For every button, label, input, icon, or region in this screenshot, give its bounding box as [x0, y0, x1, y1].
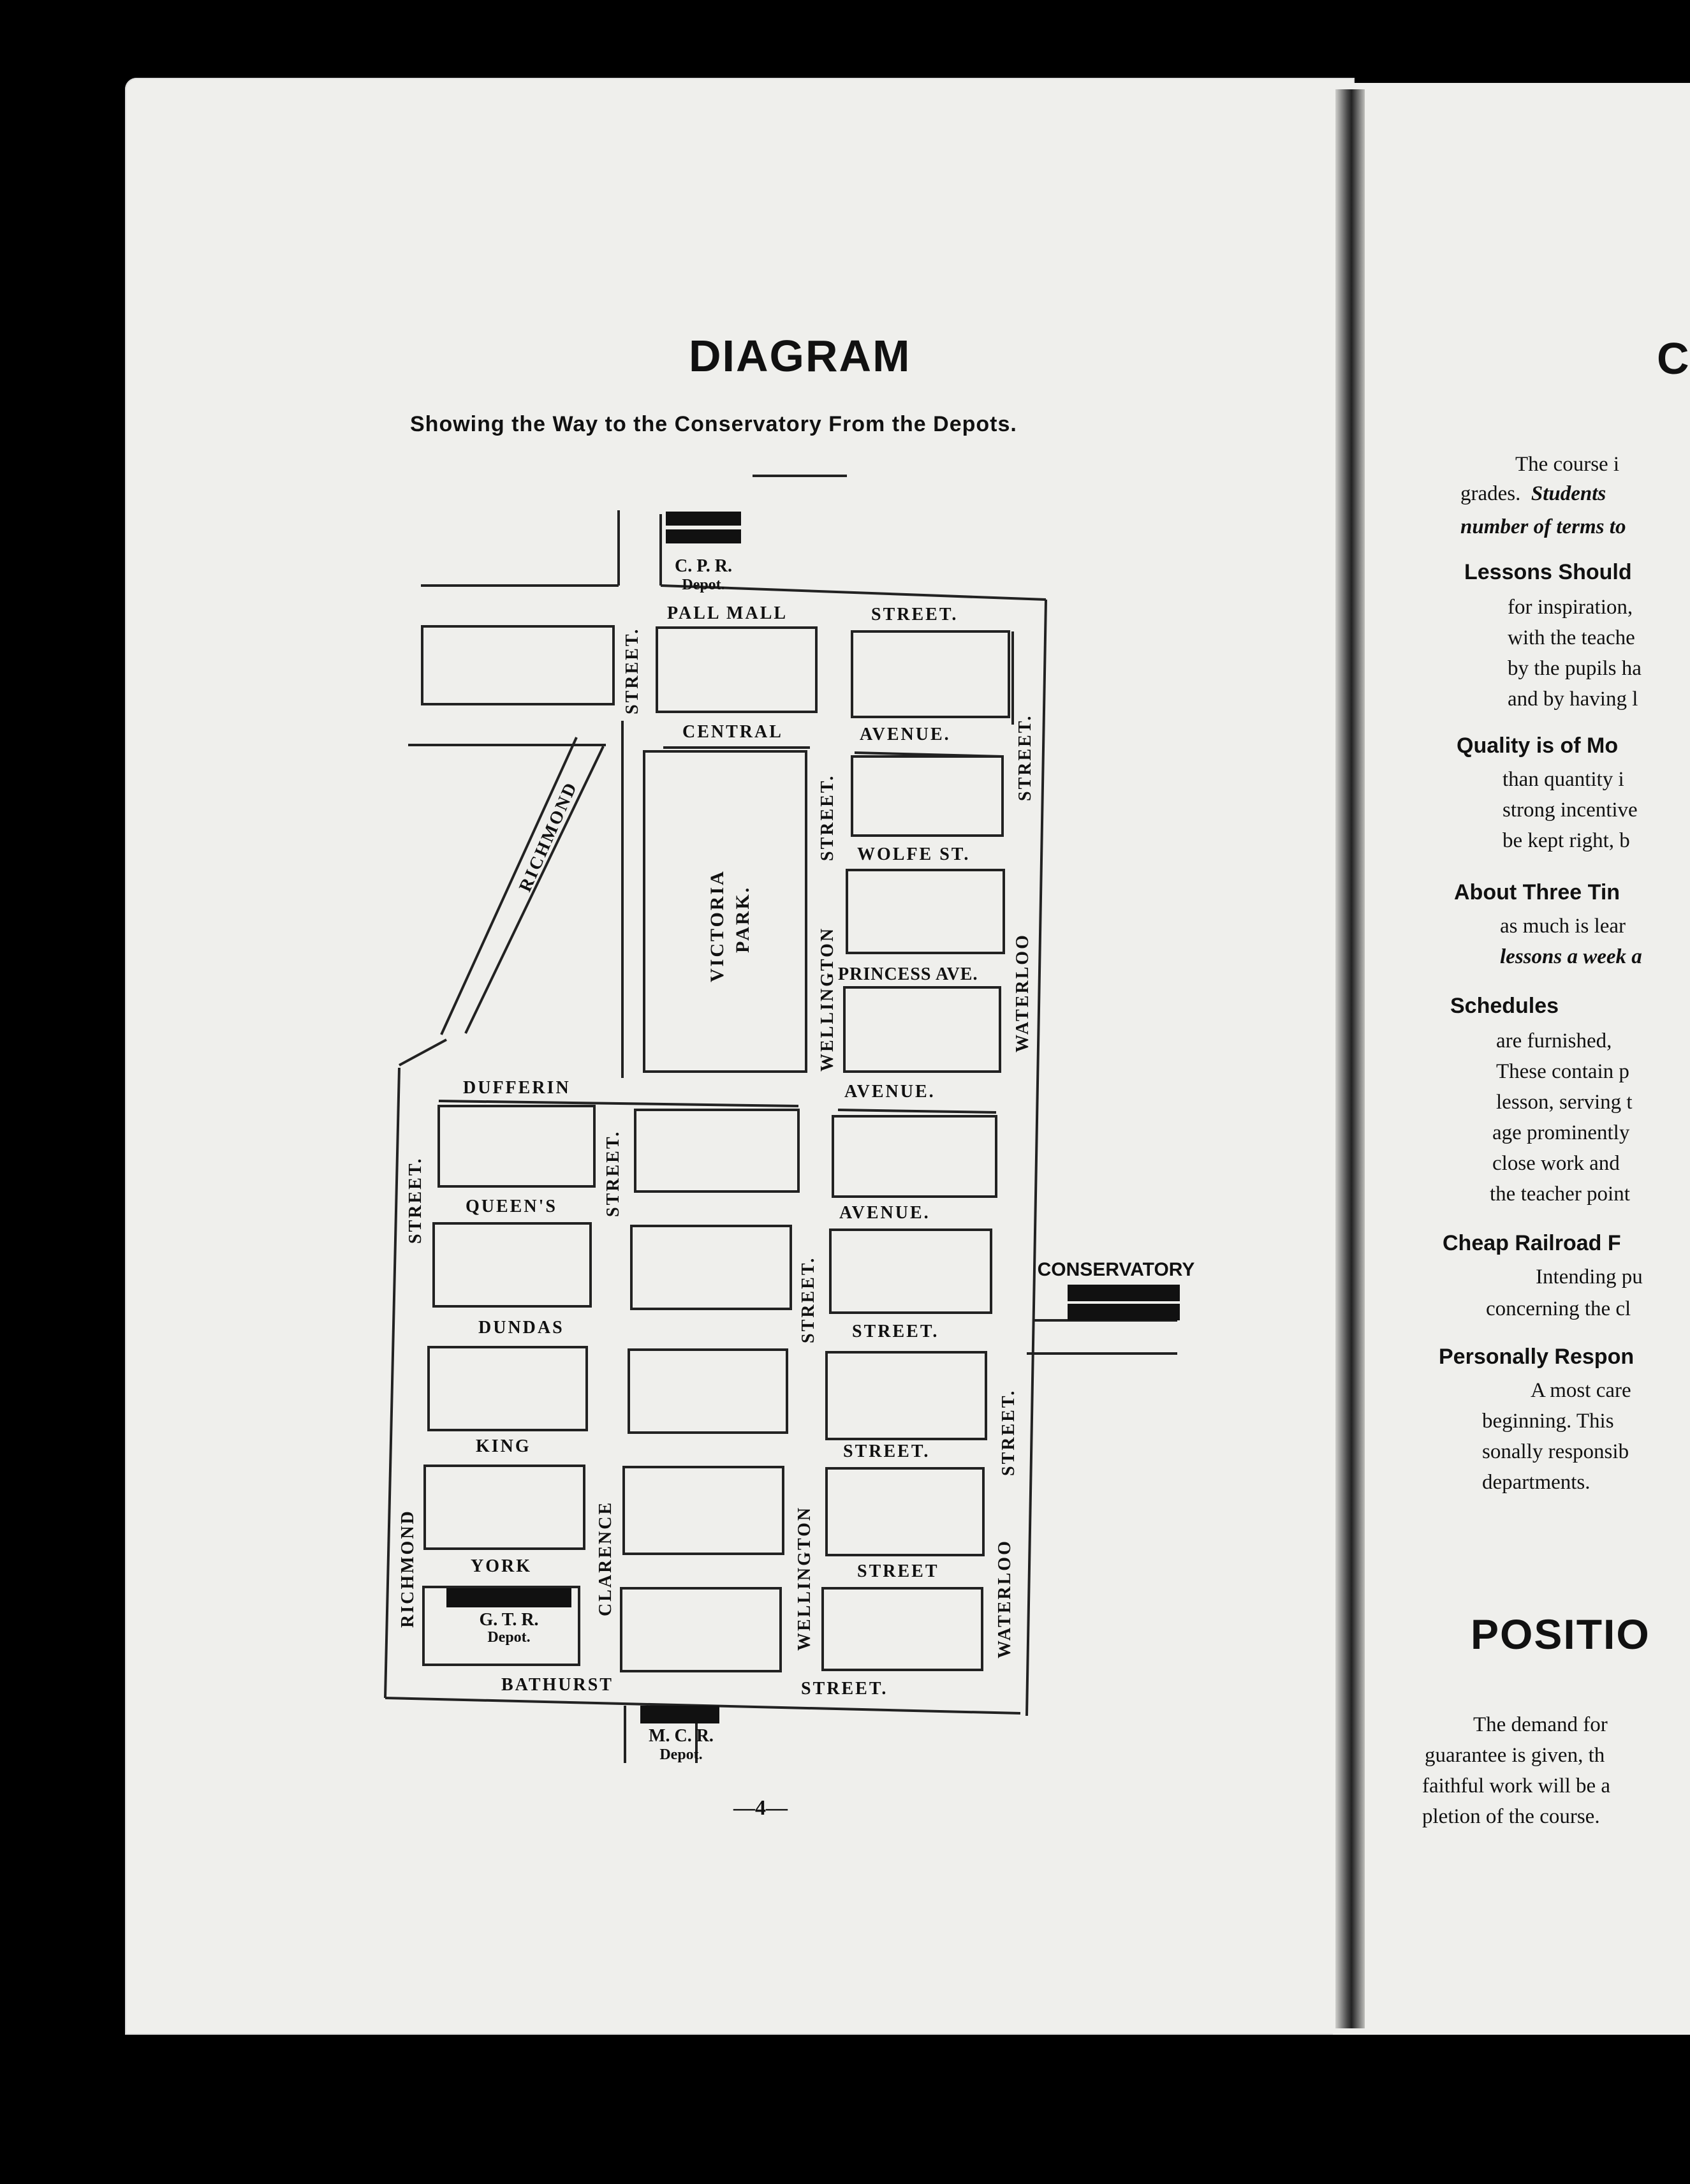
- schedules-line-3: lesson, serving t: [1496, 1091, 1633, 1114]
- street-dufferin: DUFFERIN: [463, 1078, 571, 1098]
- personally-line-3: sonally responsib: [1482, 1440, 1629, 1463]
- position-line-2: guarantee is given, th: [1425, 1744, 1605, 1767]
- quality-line-2: strong incentive: [1503, 799, 1638, 822]
- cpr-sub-label: Depot.: [682, 577, 725, 593]
- street-wolfe: WOLFE ST.: [857, 845, 971, 864]
- quality-line-1: than quantity i: [1503, 768, 1624, 791]
- cpr-depot-block: [666, 512, 741, 526]
- course-line-3: number of terms to: [1460, 515, 1626, 538]
- course-line-2a: grades.: [1460, 482, 1521, 505]
- street-central: CENTRAL: [682, 722, 783, 742]
- personally-line-4: departments.: [1482, 1471, 1591, 1494]
- course-line-1: The course i: [1515, 453, 1620, 476]
- street-king-street: STREET.: [843, 1442, 930, 1461]
- mcr-depot-block: [640, 1706, 719, 1723]
- cheap-line-1: Intending pu: [1536, 1265, 1643, 1288]
- street-bathurst-street: STREET.: [801, 1679, 888, 1699]
- street-york-street: STREET: [857, 1561, 939, 1581]
- street-waterloo-street-upper: STREET.: [1015, 714, 1035, 801]
- street-queens-avenue: AVENUE.: [839, 1203, 930, 1223]
- street-pall-mall-street: STREET.: [871, 605, 959, 624]
- right-page-heading: C: [1657, 334, 1689, 383]
- street-wellington-street-upper: STREET.: [818, 774, 837, 861]
- park-label: PARK.: [732, 885, 753, 953]
- position-line-1: The demand for: [1473, 1713, 1608, 1736]
- page-number: —4—: [733, 1796, 788, 1820]
- conservatory-label: CONSERVATORY: [1037, 1259, 1195, 1280]
- street-queens: QUEEN'S: [466, 1197, 557, 1216]
- heading-about: About Three Tin: [1454, 880, 1620, 904]
- schedules-line-4: age prominently: [1492, 1121, 1630, 1144]
- gtr-label: G. T. R.: [479, 1610, 539, 1630]
- street-wellington-lower: WELLINGTON: [795, 1505, 814, 1651]
- street-pall-mall: PALL MALL: [667, 603, 788, 623]
- street-dundas: DUNDAS: [478, 1318, 564, 1338]
- cheap-line-2: concerning the cl: [1486, 1297, 1631, 1320]
- street-dundas-street: STREET.: [852, 1322, 939, 1341]
- course-line-2b: Students: [1531, 482, 1606, 505]
- street-waterloo-lower: WATERLOO: [995, 1539, 1015, 1658]
- conservatory-block-2: [1068, 1304, 1180, 1320]
- cpr-label: C. P. R.: [675, 556, 732, 576]
- diagram-title: DIAGRAM: [689, 331, 911, 381]
- victoria-label: VICTORIA: [707, 869, 728, 982]
- gtr-depot-block: [446, 1588, 571, 1607]
- gtr-sub-label: Depot.: [487, 1629, 531, 1646]
- street-wellington-upper: WELLINGTON: [818, 926, 837, 1072]
- street-clarence-lower: CLARENCE: [596, 1500, 615, 1616]
- street-york: YORK: [471, 1556, 532, 1576]
- position-line-4: pletion of the course.: [1422, 1805, 1600, 1828]
- street-dufferin-avenue: AVENUE.: [844, 1082, 936, 1102]
- street-princess: PRINCESS AVE.: [838, 964, 978, 984]
- heading-quality: Quality is of Mo: [1457, 734, 1619, 758]
- schedules-line-5: close work and: [1492, 1152, 1620, 1175]
- course-line-2: [1460, 482, 1606, 506]
- street-richmond-street: STREET.: [406, 1156, 425, 1244]
- street-richmond-diagonal: RICHMOND: [515, 778, 582, 895]
- cpr-depot-block-2: [666, 529, 741, 543]
- about-line-1: as much is lear: [1500, 915, 1626, 938]
- street-wellington-street-mid: STREET.: [798, 1256, 818, 1343]
- conservatory-block: [1068, 1285, 1180, 1301]
- lessons-line-1: for inspiration,: [1508, 596, 1633, 619]
- heading-lessons: Lessons Should: [1464, 560, 1632, 584]
- street-waterloo-street-lower: STREET.: [999, 1389, 1018, 1476]
- about-line-2: lessons a week a: [1500, 945, 1642, 968]
- street-richmond-lower: RICHMOND: [398, 1509, 418, 1628]
- street-waterloo-upper: WATERLOO: [1013, 933, 1032, 1052]
- mcr-sub-label: Depot.: [659, 1746, 703, 1763]
- position-line-3: faithful work will be a: [1422, 1774, 1611, 1797]
- street-clarence-mid: STREET.: [603, 1130, 623, 1217]
- personally-line-2: beginning. This: [1482, 1410, 1614, 1433]
- heading-cheap-railroad: Cheap Railroad F: [1443, 1231, 1621, 1255]
- lessons-line-2: with the teache: [1508, 626, 1635, 649]
- diagram-subtitle: Showing the Way to the Conservatory From the Depots.: [410, 412, 1017, 436]
- schedules-line-1: are furnished,: [1496, 1029, 1612, 1052]
- street-king: KING: [476, 1436, 531, 1456]
- street-central-avenue: AVENUE.: [860, 725, 951, 744]
- heading-schedules: Schedules: [1450, 994, 1559, 1018]
- street-clarence-top: STREET.: [622, 627, 642, 714]
- street-bathurst: BATHURST: [501, 1675, 614, 1695]
- heading-personally: Personally Respon: [1439, 1345, 1635, 1369]
- schedules-line-6: the teacher point: [1490, 1183, 1630, 1206]
- schedules-line-2: These contain p: [1496, 1060, 1629, 1083]
- mcr-label: M. C. R.: [649, 1726, 714, 1746]
- personally-line-1: A most care: [1531, 1379, 1631, 1402]
- quality-line-3: be kept right, b: [1503, 829, 1630, 852]
- lessons-line-4: and by having l: [1508, 688, 1638, 711]
- lessons-line-3: by the pupils ha: [1508, 657, 1642, 680]
- position-heading: POSITIO: [1471, 1611, 1650, 1658]
